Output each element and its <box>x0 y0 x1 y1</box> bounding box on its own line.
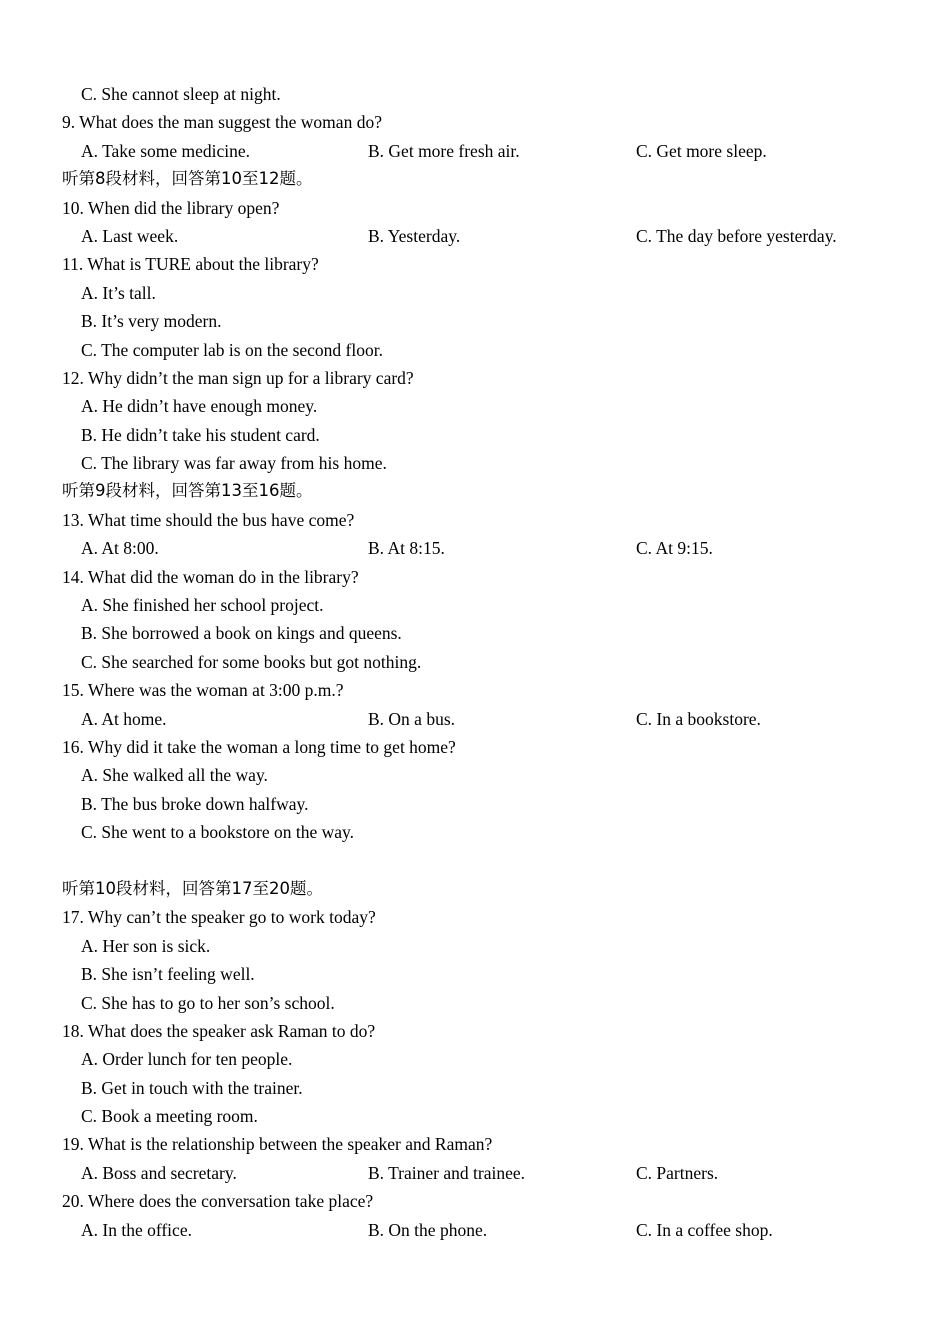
option-b: B. Yesterday. <box>368 225 461 246</box>
question-text: 11. What is TURE about the library? <box>62 254 319 275</box>
option-text: C. Book a meeting room. <box>81 1106 258 1127</box>
option-text: B. Get in touch with the trainer. <box>81 1077 303 1098</box>
option-text: B. The bus broke down halfway. <box>81 793 309 814</box>
option-text: C. The library was far away from his home. <box>81 453 387 474</box>
option-row <box>0 1216 950 1244</box>
option-text: B. It’s very modern. <box>81 311 222 332</box>
option-c: C. Partners. <box>636 1162 719 1183</box>
option-text: A. Her son is sick. <box>81 935 211 956</box>
blank-line <box>0 847 950 875</box>
question-text: 18. What does the speaker ask Raman to do? <box>62 1020 376 1041</box>
option-b: B. Get more fresh air. <box>368 140 520 161</box>
option-text: A. She walked all the way. <box>81 765 268 786</box>
option-a: A. Last week. <box>81 225 179 246</box>
option-a: A. At 8:00. <box>81 538 159 559</box>
question-text: 19. What is the relationship between the speaker and Raman? <box>62 1134 493 1155</box>
option-c: C. In a bookstore. <box>636 708 761 729</box>
option-row <box>0 705 950 733</box>
option-b: B. On a bus. <box>368 708 456 729</box>
option-text: A. He didn’t have enough money. <box>81 396 318 417</box>
section-heading: 听第8段材料，回答第10至12题。 <box>62 169 313 189</box>
question-text: 16. Why did it take the woman a long time to get home? <box>62 736 456 757</box>
question-text: 13. What time should the bus have come? <box>62 509 355 530</box>
option-row <box>0 534 950 562</box>
section-heading: 听第9段材料，回答第13至16题。 <box>62 481 313 501</box>
option-row <box>0 137 950 165</box>
option-b: B. Trainer and trainee. <box>368 1162 525 1183</box>
exam-page <box>0 80 950 1244</box>
question-text: 17. Why can’t the speaker go to work today? <box>62 907 376 928</box>
option-text: C. She went to a bookstore on the way. <box>81 822 354 843</box>
question-text: 10. When did the library open? <box>62 197 280 218</box>
option-text: B. He didn’t take his student card. <box>81 424 320 445</box>
option-text: A. Order lunch for ten people. <box>81 1049 293 1070</box>
option-text: A. It’s tall. <box>81 282 156 303</box>
option-a: A. Boss and secretary. <box>81 1162 237 1183</box>
question-text: 15. Where was the woman at 3:00 p.m.? <box>62 680 344 701</box>
option-b: B. On the phone. <box>368 1219 488 1240</box>
option-a: A. In the office. <box>81 1219 192 1240</box>
option-a: A. Take some medicine. <box>81 140 251 161</box>
option-text: C. She has to go to her son’s school. <box>81 992 335 1013</box>
question-text: 12. Why didn’t the man sign up for a library card? <box>62 367 414 388</box>
question-text: 20. Where does the conversation take place? <box>62 1191 374 1212</box>
question-text: 9. What does the man suggest the woman do? <box>62 112 382 133</box>
option-c: C. In a coffee shop. <box>636 1219 773 1240</box>
option-text: B. She borrowed a book on kings and queens. <box>81 623 402 644</box>
option-a: A. At home. <box>81 708 167 729</box>
section-heading: 听第10段材料，回答第17至20题。 <box>62 878 323 898</box>
option-text: C. She cannot sleep at night. <box>81 84 281 104</box>
option-c: C. The day before yesterday. <box>636 225 837 246</box>
option-row <box>0 1159 950 1187</box>
option-c: C. At 9:15. <box>636 538 713 559</box>
question-text: 14. What did the woman do in the library? <box>62 566 359 587</box>
option-text: B. She isn’t feeling well. <box>81 964 255 985</box>
option-b: B. At 8:15. <box>368 538 445 559</box>
option-c: C. Get more sleep. <box>636 140 767 161</box>
option-row <box>0 222 950 250</box>
option-text: A. She finished her school project. <box>81 595 324 616</box>
option-text: C. She searched for some books but got nothing. <box>81 651 422 672</box>
option-text: C. The computer lab is on the second floor. <box>81 339 383 360</box>
